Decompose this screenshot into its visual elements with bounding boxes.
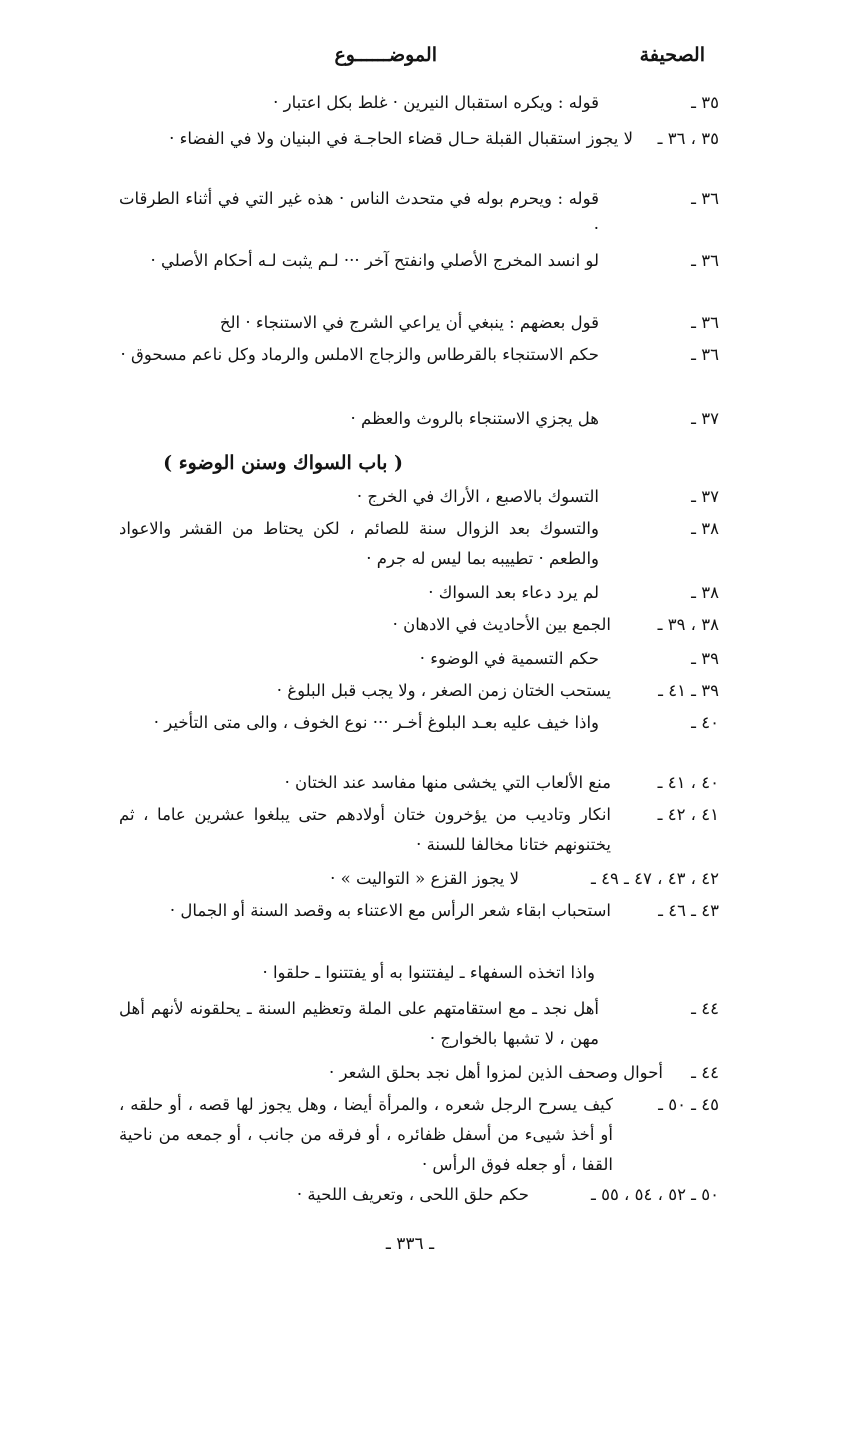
entry-page: ٣٦ ـ [691,313,719,332]
entry-page: ٤٠ ـ [691,713,719,732]
entry-page: ٤٣ ـ ٤٦ ـ [658,901,719,920]
entry-text: أحوال وصحف الذين لمزوا أهل نجد بحلق الشعر · [329,1063,663,1082]
index-entry [119,644,719,674]
entry-page: ٤٠ ، ٤١ ـ [657,773,719,792]
index-entry [119,184,719,244]
entry-page: ٤٤ ـ [691,1063,719,1082]
index-entry [119,768,719,798]
index-entry [119,676,719,706]
entry-text: قوله : ويكره استقبال النيرين · غلط بكل اعتبار · [273,93,599,112]
entry-text: لا يجوز القزع « التواليت » · [330,869,519,888]
index-entry [119,864,719,894]
page-column-header: الصحيفة [639,44,705,66]
index-entry [119,124,719,184]
entry-page: ٣٥ ، ٣٦ ـ [657,129,719,148]
index-entry [119,88,719,118]
topic-column-header: الموضــــــوع [334,44,437,66]
entry-text: يستحب الختان زمن الصغر ، ولا يجب قبل البلوغ · [276,681,611,700]
index-entry [119,958,719,988]
index-entry [119,896,719,956]
entry-page: ٣٨ ، ٣٩ ـ [657,615,719,634]
index-entry [119,578,719,608]
entry-text: كيف يسرح الرجل شعره ، والمرأة أيضا ، وهل يجوز لها قصه ، أو حلقه ، أو أخذ شيىء من أسفل ظفائره ، أو فرقه من جانب ، أو جمعه من ناحية القفا ، أو جعله فوق الرأس · [119,1095,613,1174]
entry-page: ٣٦ ـ [691,189,719,208]
entry-page: ٤٥ ـ ٥٠ ـ [658,1095,719,1114]
index-entry [119,1058,719,1088]
section-heading: ( باب السواك وسنن الوضوء ) [163,452,403,474]
entry-text: التسوك بالاصبع ، الأراك في الخرج · [356,487,599,506]
entry-page: ٣٨ ـ [691,583,719,602]
entry-page: ٣٧ ـ [691,409,719,428]
entry-text: والتسوك بعد الزوال سنة للصائم ، لكن يحتاط من القشر والاعواد والطعم · تطييبه بما ليس له جرم · [119,519,599,568]
entry-page: ٤٤ ـ [691,999,719,1018]
entry-text: هل يجزي الاستنجاء بالروث والعظم · [350,409,599,428]
index-entry [119,246,719,306]
entry-text: حكم التسمية في الوضوء · [419,649,599,668]
entry-page: ٥٠ ـ ٥٢ ، ٥٤ ، ٥٥ ـ [590,1185,719,1204]
index-entry [119,994,719,1054]
entry-text: الجمع بين الأحاديث في الادهان · [392,615,611,634]
index-entry [119,1090,719,1180]
entry-page: ٣٩ ـ [691,649,719,668]
entry-text: واذا اتخذه السفهاء ـ ليفتتنوا به أو يفتتنوا ـ حلقوا · [262,963,595,982]
entry-page: ٣٨ ـ [691,519,719,538]
index-entry [119,308,719,338]
index-entry [119,404,719,434]
index-entry [119,800,719,860]
entry-page: ٤١ ، ٤٢ ـ [657,805,719,824]
entry-text: لا يجوز استقبال القبلة حـال قضاء الحاجـة في البنيان ولا في الفضاء · [169,129,633,148]
entry-text: لو انسد المخرج الأصلي وانفتح آخر ··· لـم يثبت لـه أحكام الأصلي · [150,251,599,270]
index-entry [119,482,719,512]
entry-text: قول بعضهم : ينبغي أن يراعي الشرج في الاستنجاء · الخ [219,313,599,332]
entry-text: واذا خيف عليه بعـد البلوغ أخـر ··· نوع الخوف ، والى متى التأخير · [153,713,599,732]
entry-page: ٣٩ ـ ٤١ ـ [658,681,719,700]
entry-text: أهل نجد ـ مع استقامتهم على الملة وتعظيم السنة ـ يحلقونه لأنهم أهل مهن ، لا تشبها بالخوارج · [119,999,599,1048]
index-entry [119,708,719,768]
entry-text: منع الألعاب التي يخشى منها مفاسد عند الختان · [284,773,611,792]
entry-text: لم يرد دعاء بعد السواك · [428,583,599,602]
entry-text: حكم حلق اللحى ، وتعريف اللحية · [296,1185,529,1204]
index-entry [119,340,719,400]
index-entry [119,610,719,640]
entry-text: انكار وتاديب من يؤخرون ختان أولادهم حتى يبلغوا عشرين عاما ، ثم يختنونهم ختانا مخالفا للسنة · [119,805,611,854]
page-number: ـ ٣٣٦ ـ [385,1234,435,1254]
index-entry [119,1180,719,1210]
entry-page: ٣٦ ـ [691,345,719,364]
entry-page: ٣٥ ـ [691,93,719,112]
entry-text: استحباب ابقاء شعر الرأس مع الاعتناء به وقصد السنة أو الجمال · [169,901,611,920]
entry-page: ٣٦ ـ [691,251,719,270]
entry-page: ٣٧ ـ [691,487,719,506]
index-entry [119,514,719,574]
entry-text: حكم الاستنجاء بالقرطاس والزجاج الاملس والرماد وكل ناعم مسحوق · [120,345,599,364]
entry-page: ٤٢ ، ٤٣ ، ٤٧ ـ ٤٩ ـ [590,869,719,888]
entry-text: قوله : ويحرم بوله في متحدث الناس · هذه غير التي في أثناء الطرقات · [119,189,599,238]
